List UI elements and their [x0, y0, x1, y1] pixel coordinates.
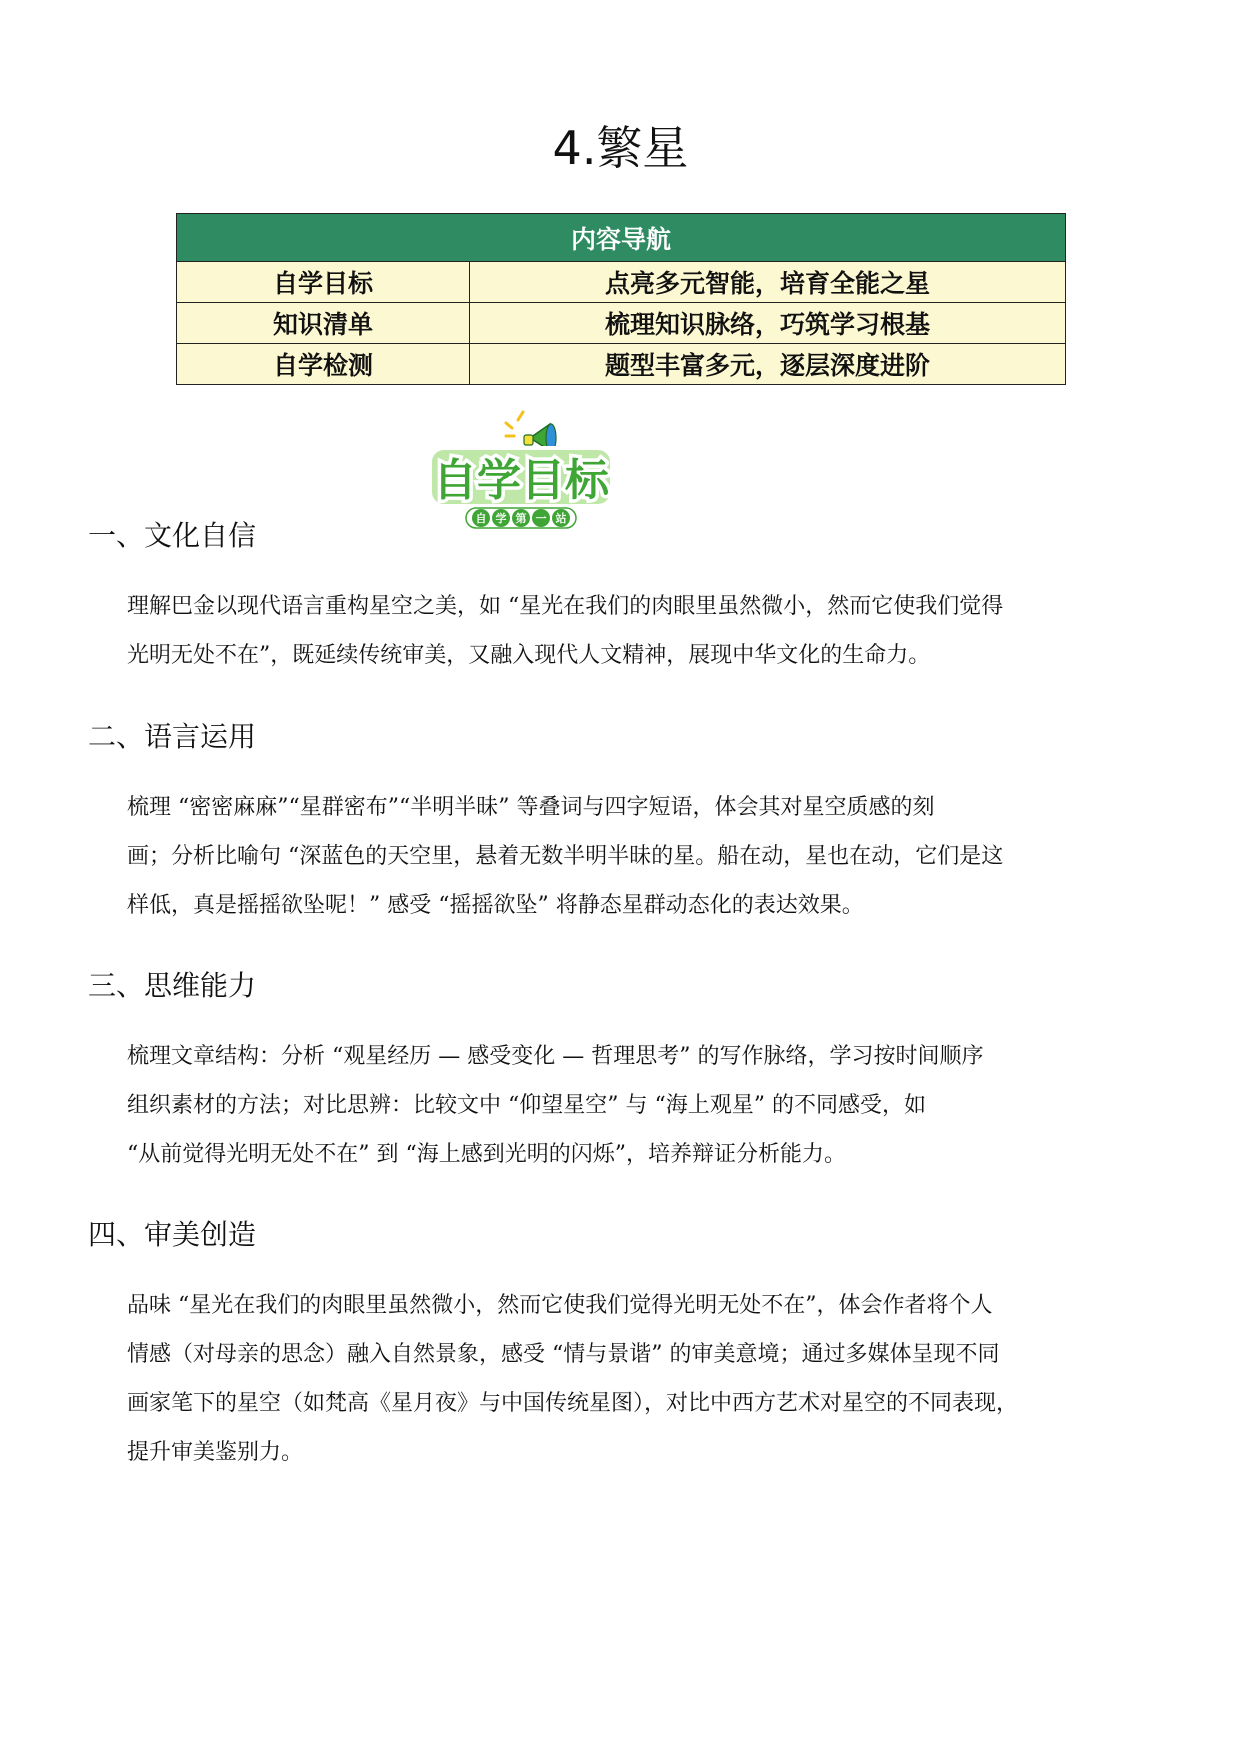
section-paragraph: [127, 582, 1149, 680]
paragraph-line: 梳理文章结构：分析 “观星经历 — 感受变化 — 哲理思考” 的写作脉络，学习按时间顺序: [127, 1044, 984, 1069]
badge-sub-char: 自: [475, 512, 487, 525]
badge-sub-char: 第: [515, 512, 527, 525]
paragraph-line: 提升审美鉴别力。: [127, 1440, 304, 1465]
paragraph-line: 理解巴金以现代语言重构星空之美，如 “星光在我们的肉眼里虽然微小，然而它使我们觉得: [127, 594, 1004, 619]
nav-header: 内容导航: [177, 214, 1066, 262]
nav-row: [177, 303, 1066, 344]
section-heading: 一、文化自信: [88, 519, 257, 552]
section-heading: 二、语言运用: [88, 720, 257, 753]
nav-row-name: 自学检测: [177, 344, 470, 385]
paragraph-line: 情感（对母亲的思念）融入自然景象，感受 “情与景谐” 的审美意境；通过多媒体呈现不同: [127, 1342, 1000, 1367]
paragraph-line: 样低，真是摇摇欲坠呢！” 感受 “摇摇欲坠” 将静态星群动态化的表达效果。: [127, 893, 864, 918]
nav-row-desc: 题型丰富多元，逐层深度进阶: [470, 344, 1066, 385]
paragraph-line: 画家笔下的星空（如梵高《星月夜》与中国传统星图），对比中西方艺术对星空的不同表现，: [127, 1391, 1019, 1416]
nav-row-desc: 点亮多元智能，培育全能之星: [470, 262, 1066, 303]
nav-row: [177, 344, 1066, 385]
paragraph-line: 画；分析比喻句 “深蓝色的天空里，悬着无数半明半昧的星。船在动，星也在动，它们是这: [127, 844, 1004, 869]
page-title: 4.繁星: [552, 121, 689, 175]
nav-row-name: 知识清单: [177, 303, 470, 344]
badge-sub-char: 学: [495, 512, 507, 525]
section-paragraph: [127, 783, 1149, 930]
badge-main-text: 自学目标: [433, 455, 609, 506]
content-navigation-table: [176, 213, 1066, 385]
paragraph-line: “从前觉得光明无处不在” 到 “海上感到光明的闪烁”，培养辩证分析能力。: [127, 1142, 846, 1167]
self-study-goal-badge: [426, 408, 616, 532]
section-paragraph: [127, 1032, 1149, 1179]
paragraph-line: 品味 “星光在我们的肉眼里虽然微小，然而它使我们觉得光明无处不在”，体会作者将个人: [127, 1293, 993, 1318]
badge-sub-char: 一: [535, 512, 547, 525]
nav-row: [177, 262, 1066, 303]
paragraph-line: 光明无处不在”，既延续传统审美，又融入现代人文精神，展现中华文化的生命力。: [127, 643, 931, 668]
section-heading: 三、思维能力: [88, 969, 257, 1002]
nav-row-name: 自学目标: [177, 262, 470, 303]
paragraph-line: 梳理 “密密麻麻”“星群密布”“半明半昧” 等叠词与四字短语，体会其对星空质感的刻: [127, 795, 935, 820]
badge-sub-char: 站: [555, 512, 567, 525]
section-paragraph: [127, 1281, 1149, 1477]
nav-header-row: [177, 214, 1066, 262]
nav-row-desc: 梳理知识脉络，巧筑学习根基: [470, 303, 1066, 344]
paragraph-line: 组织素材的方法；对比思辨：比较文中 “仰望星空” 与 “海上观星” 的不同感受，如: [127, 1093, 926, 1118]
section-heading: 四、审美创造: [88, 1218, 257, 1251]
